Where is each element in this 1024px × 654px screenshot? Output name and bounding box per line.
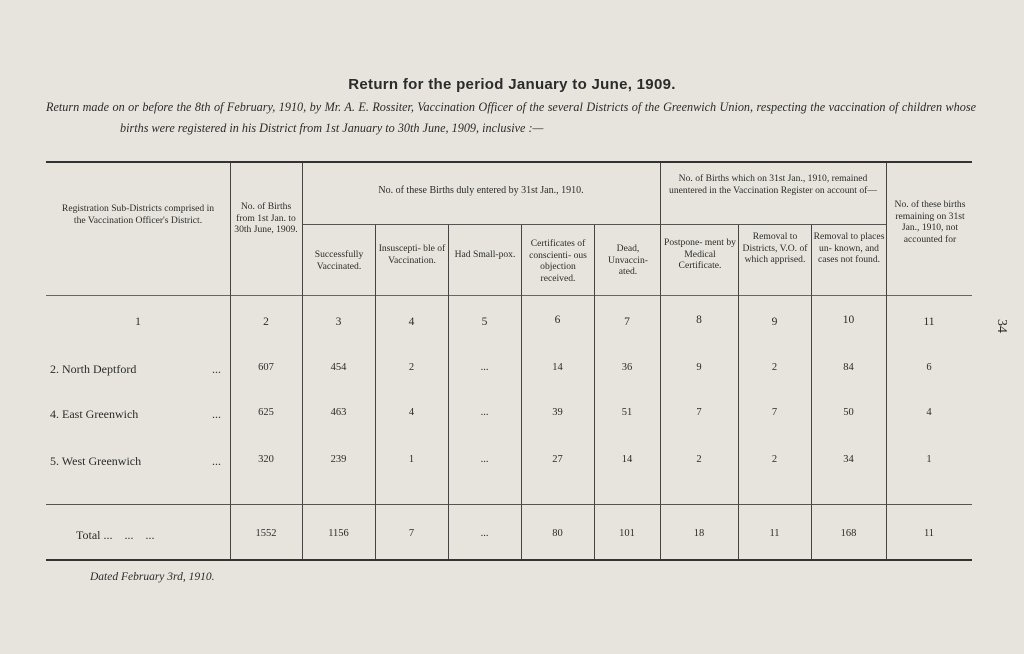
total-cell: 11 <box>923 528 935 539</box>
table-cell: 27 <box>552 454 563 465</box>
column-number: 10 <box>842 314 855 326</box>
table-cell: ... <box>480 362 489 373</box>
table-cell: 7 <box>771 407 778 418</box>
total-cell: 101 <box>619 528 635 539</box>
row-label: 5. West Greenwich <box>50 454 142 468</box>
header-group-unentered: No. of Births which on 31st Jan., 1910, remained unentered in the Vaccination Register on account of— <box>669 173 877 196</box>
header-dead: Dead, Unvaccin- ated. <box>608 243 648 277</box>
table-cell: 6 <box>926 362 932 373</box>
row-label: 2. North Deptford <box>50 362 137 376</box>
table-cell: ... <box>480 407 489 418</box>
table-cell: 9 <box>696 362 702 373</box>
total-cell: 1552 <box>255 528 277 539</box>
table-cell: 2 <box>696 454 702 465</box>
row-leader: ... <box>212 407 221 421</box>
col-divider <box>886 163 887 559</box>
table-cell: 1 <box>408 454 415 465</box>
column-number: 8 <box>696 314 702 326</box>
group-underline-entered <box>302 224 660 225</box>
table-cell: 4 <box>926 407 932 418</box>
table-cell: 34 <box>843 454 854 465</box>
col-divider <box>660 163 661 559</box>
header-insusceptible: Insuscepti- ble of Vaccination. <box>378 243 446 266</box>
header-births: No. of Births from 1st Jan. to 30th June, 1909. <box>234 201 298 235</box>
column-number: 3 <box>335 316 342 328</box>
table-cell: 14 <box>621 454 633 465</box>
col-divider <box>230 163 231 559</box>
row-leader: ... <box>212 362 221 376</box>
table-cell: 239 <box>330 454 347 465</box>
col-divider <box>738 225 739 559</box>
header-sub-districts: Registration Sub-Districts comprised in the Vaccination Officer's District. <box>61 203 215 226</box>
table-top-rule <box>46 161 972 163</box>
header-not-accounted: No. of these births remaining on 31st Jan., 1910, not accounted for <box>894 199 966 245</box>
total-cell: ... <box>480 528 489 539</box>
header-removal-unknown: Removal to places un- known, and cases not found. <box>813 231 885 265</box>
table-cell: ... <box>480 454 489 465</box>
row-leader: ... <box>212 454 221 468</box>
table-cell: 39 <box>552 407 563 418</box>
column-number: 5 <box>481 316 488 328</box>
header-bottom-rule <box>46 295 972 296</box>
column-number: 1 <box>135 316 141 328</box>
header-removal-districts: Removal to Districts, V.O. of which apprised. <box>742 231 808 265</box>
table-bottom-rule <box>46 559 972 561</box>
table-cell: 1 <box>926 454 932 465</box>
column-number: 4 <box>408 316 415 328</box>
table-cell: 36 <box>621 362 633 373</box>
header-postponement: Postpone- ment by Medical Certificate. <box>664 237 736 271</box>
table-cell: 7 <box>696 407 702 418</box>
total-cell: 168 <box>840 528 857 539</box>
return-table <box>46 161 972 562</box>
intro-text: Return made on or before the 8th of February, 1910, by Mr. A. E. Rossiter, Vaccination Officer of the several Districts of the Greenwich Union, respecting the vaccination of children whose births were registered in his District from 1st January to 30th June, 1909, inclusive :— <box>46 100 976 135</box>
col-divider <box>375 225 376 559</box>
table-cell: 14 <box>552 362 563 373</box>
table-cell: 454 <box>330 362 347 373</box>
header-certificates: Certificates of conscienti- ous objection received. <box>529 238 587 284</box>
table-cell: 320 <box>258 454 274 465</box>
header-successfully: Successfully Vaccinated. <box>314 249 364 272</box>
column-number: 7 <box>624 316 630 328</box>
table-cell: 2 <box>771 362 778 373</box>
table-cell: 2 <box>408 362 415 373</box>
table-cell: 4 <box>408 407 415 418</box>
column-number: 9 <box>771 316 778 328</box>
total-cell: 18 <box>693 528 705 539</box>
total-top-rule <box>46 504 972 505</box>
total-cell: 7 <box>408 528 415 539</box>
col-divider <box>521 225 522 559</box>
total-cell: 80 <box>552 528 563 539</box>
table-cell: 625 <box>258 407 274 418</box>
table-cell: 607 <box>258 362 274 373</box>
table-cell: 463 <box>330 407 347 418</box>
intro-paragraph <box>46 97 976 139</box>
col-divider <box>811 225 812 559</box>
table-cell: 51 <box>621 407 633 418</box>
header-group-entered: No. of these Births duly entered by 31st Jan., 1910. <box>378 185 584 196</box>
header-smallpox: Had Small-pox. <box>454 249 516 260</box>
column-number: 11 <box>923 316 935 328</box>
total-label: Total ... ... ... <box>76 528 155 542</box>
page-number: 34 <box>994 319 1009 333</box>
column-number: 6 <box>554 314 561 326</box>
col-divider <box>594 225 595 559</box>
dated-line: Dated February 3rd, 1910. <box>90 571 215 583</box>
total-cell: 11 <box>769 528 780 539</box>
total-cell: 1156 <box>328 528 349 539</box>
row-label: 4. East Greenwich <box>50 407 139 421</box>
table-cell: 84 <box>843 362 854 373</box>
group-underline-unentered <box>660 224 886 225</box>
document-title: Return for the period January to June, 1909. <box>348 76 676 93</box>
table-cell: 50 <box>843 407 854 418</box>
col-divider <box>448 225 449 559</box>
column-number: 2 <box>263 316 269 328</box>
col-divider <box>302 163 303 559</box>
table-cell: 2 <box>771 454 778 465</box>
